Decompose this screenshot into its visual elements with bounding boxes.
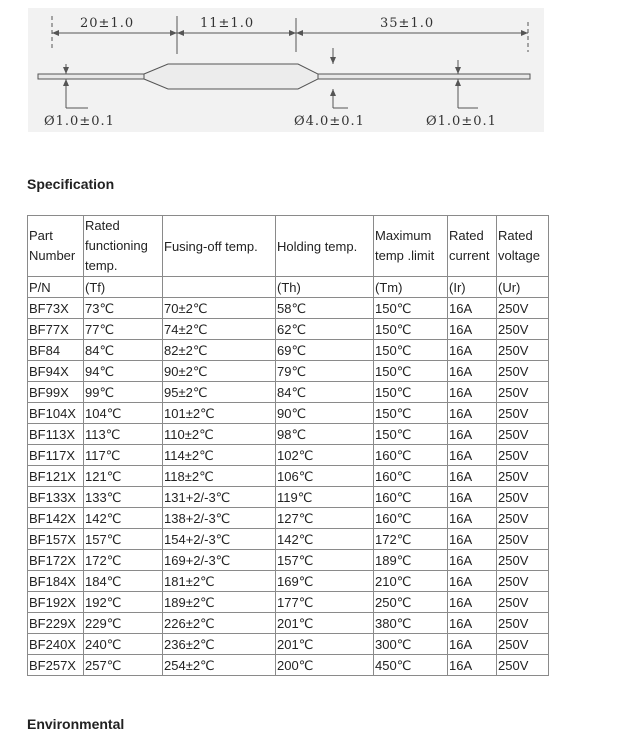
table-cell: 113℃ <box>84 424 163 445</box>
table-cell: 210℃ <box>374 571 448 592</box>
table-cell: 16A <box>448 634 497 655</box>
table-cell: 74±2℃ <box>163 319 276 340</box>
table-cell: BF172X <box>28 550 84 571</box>
table-cell: BF104X <box>28 403 84 424</box>
table-cell <box>163 277 276 298</box>
table-cell: 250V <box>497 361 549 382</box>
table-cell: 16A <box>448 655 497 676</box>
table-cell: 131+2/-3℃ <box>163 487 276 508</box>
table-cell: 117℃ <box>84 445 163 466</box>
table-cell: 110±2℃ <box>163 424 276 445</box>
table-cell: BF113X <box>28 424 84 445</box>
table-cell: 16A <box>448 592 497 613</box>
dim-body-dia: Ø4.0±0.1 <box>294 114 365 129</box>
table-cell: 250V <box>497 466 549 487</box>
table-cell: 16A <box>448 529 497 550</box>
table-cell: 250V <box>497 550 549 571</box>
table-row <box>28 571 549 592</box>
table-cell: 250V <box>497 529 549 550</box>
table-cell: 189℃ <box>374 550 448 571</box>
table-cell: 16A <box>448 319 497 340</box>
table-cell: BF257X <box>28 655 84 676</box>
table-cell: 250V <box>497 592 549 613</box>
table-cell: BF229X <box>28 613 84 634</box>
table-cell: 95±2℃ <box>163 382 276 403</box>
table-cell: BF192X <box>28 592 84 613</box>
dim-left-lead-dia: Ø1.0±0.1 <box>44 114 115 129</box>
table-row <box>28 382 549 403</box>
table-row <box>28 445 549 466</box>
table-cell: 236±2℃ <box>163 634 276 655</box>
table-cell: 240℃ <box>84 634 163 655</box>
table-cell: 150℃ <box>374 382 448 403</box>
table-cell: 192℃ <box>84 592 163 613</box>
table-cell: 16A <box>448 403 497 424</box>
table-cell: BF121X <box>28 466 84 487</box>
table-cell: 62℃ <box>276 319 374 340</box>
table-row <box>28 466 549 487</box>
table-cell: 133℃ <box>84 487 163 508</box>
table-row <box>28 361 549 382</box>
dim-mid-length: 11±1.0 <box>200 16 255 31</box>
table-cell: 226±2℃ <box>163 613 276 634</box>
specification-table <box>27 215 549 676</box>
table-cell: (Th) <box>276 277 374 298</box>
lead-right <box>318 74 530 79</box>
lead-left <box>38 74 144 79</box>
table-cell: 154+2/-3℃ <box>163 529 276 550</box>
table-cell: 160℃ <box>374 445 448 466</box>
fuse-dimension-diagram <box>28 8 544 132</box>
table-cell: 177℃ <box>276 592 374 613</box>
table-cell: BF117X <box>28 445 84 466</box>
table-row <box>28 340 549 361</box>
specification-heading: Specification <box>27 176 115 192</box>
table-cell: 157℃ <box>84 529 163 550</box>
table-cell: 16A <box>448 487 497 508</box>
table-cell: 250V <box>497 445 549 466</box>
table-row <box>28 592 549 613</box>
table-cell: BF99X <box>28 382 84 403</box>
table-cell: 77℃ <box>84 319 163 340</box>
table-cell: 16A <box>448 550 497 571</box>
table-cell: 380℃ <box>374 613 448 634</box>
table-cell: 70±2℃ <box>163 298 276 319</box>
table-cell: 250V <box>497 634 549 655</box>
table-cell: 16A <box>448 361 497 382</box>
table-cell: BF157X <box>28 529 84 550</box>
table-cell: 127℃ <box>276 508 374 529</box>
table-cell: (Tm) <box>374 277 448 298</box>
table-cell: 250V <box>497 613 549 634</box>
table-cell: 450℃ <box>374 655 448 676</box>
table-cell: 16A <box>448 382 497 403</box>
table-cell: 157℃ <box>276 550 374 571</box>
dim-left-length: 20±1.0 <box>80 16 135 31</box>
table-cell: BF142X <box>28 508 84 529</box>
header-rated-current: Rated current <box>448 216 497 277</box>
table-row <box>28 613 549 634</box>
table-cell: (Ir) <box>448 277 497 298</box>
header-max-temp-limit: Maximum temp .limit <box>374 216 448 277</box>
table-cell: 150℃ <box>374 298 448 319</box>
table-cell: 250V <box>497 382 549 403</box>
table-cell: 84℃ <box>276 382 374 403</box>
table-cell: 16A <box>448 613 497 634</box>
table-cell: 98℃ <box>276 424 374 445</box>
table-cell: 94℃ <box>84 361 163 382</box>
table-cell: 150℃ <box>374 424 448 445</box>
table-cell: 160℃ <box>374 508 448 529</box>
table-cell: 200℃ <box>276 655 374 676</box>
table-cell: 172℃ <box>374 529 448 550</box>
table-cell: 184℃ <box>84 571 163 592</box>
table-cell: P/N <box>28 277 84 298</box>
fuse-body <box>144 64 318 89</box>
table-cell: BF73X <box>28 298 84 319</box>
table-cell: 169℃ <box>276 571 374 592</box>
table-cell: 58℃ <box>276 298 374 319</box>
table-cell: 250V <box>497 487 549 508</box>
table-cell: 181±2℃ <box>163 571 276 592</box>
table-cell: 121℃ <box>84 466 163 487</box>
table-cell: 250V <box>497 403 549 424</box>
table-cell: 84℃ <box>84 340 163 361</box>
table-cell: 150℃ <box>374 340 448 361</box>
table-body <box>28 277 549 676</box>
table-cell: BF184X <box>28 571 84 592</box>
table-cell: 254±2℃ <box>163 655 276 676</box>
table-cell: 16A <box>448 340 497 361</box>
table-cell: 16A <box>448 424 497 445</box>
dim-right-lead-dia: Ø1.0±0.1 <box>426 114 497 129</box>
table-cell: 82±2℃ <box>163 340 276 361</box>
dim-right-length: 35±1.0 <box>380 16 435 31</box>
table-cell: BF133X <box>28 487 84 508</box>
table-cell: 250℃ <box>374 592 448 613</box>
table-cell: BF77X <box>28 319 84 340</box>
table-cell: 99℃ <box>84 382 163 403</box>
table-cell: 16A <box>448 445 497 466</box>
table-cell: 16A <box>448 508 497 529</box>
table-cell: 169+2/-3℃ <box>163 550 276 571</box>
table-cell: 90℃ <box>276 403 374 424</box>
table-cell: 250V <box>497 655 549 676</box>
table-cell: 257℃ <box>84 655 163 676</box>
table-cell: 106℃ <box>276 466 374 487</box>
table-cell: BF94X <box>28 361 84 382</box>
table-cell: 90±2℃ <box>163 361 276 382</box>
table-cell: 69℃ <box>276 340 374 361</box>
table-row <box>28 550 549 571</box>
table-cell: 250V <box>497 571 549 592</box>
table-cell: 229℃ <box>84 613 163 634</box>
table-row <box>28 529 549 550</box>
table-cell: 189±2℃ <box>163 592 276 613</box>
table-row <box>28 655 549 676</box>
table-cell: BF240X <box>28 634 84 655</box>
table-cell: 250V <box>497 298 549 319</box>
table-cell: 250V <box>497 508 549 529</box>
table-cell: 250V <box>497 424 549 445</box>
table-cell: 300℃ <box>374 634 448 655</box>
table-header-row <box>28 216 549 277</box>
table-cell: 150℃ <box>374 361 448 382</box>
table-cell: 150℃ <box>374 319 448 340</box>
table-row <box>28 487 549 508</box>
symbol-row <box>28 277 549 298</box>
table-cell: 114±2℃ <box>163 445 276 466</box>
header-holding-temp: Holding temp. <box>276 216 374 277</box>
table-cell: 201℃ <box>276 634 374 655</box>
dimension-drawing <box>28 8 544 132</box>
table-cell: 16A <box>448 298 497 319</box>
table-cell: 16A <box>448 466 497 487</box>
table-cell: 119℃ <box>276 487 374 508</box>
table-row <box>28 634 549 655</box>
table-cell: (Ur) <box>497 277 549 298</box>
header-fusing-off-temp: Fusing-off temp. <box>163 216 276 277</box>
table-row <box>28 298 549 319</box>
table-row <box>28 508 549 529</box>
table-cell: 138+2/-3℃ <box>163 508 276 529</box>
table-cell: 101±2℃ <box>163 403 276 424</box>
header-part-number: Part Number <box>28 216 84 277</box>
table-cell: 142℃ <box>84 508 163 529</box>
table-cell: 160℃ <box>374 466 448 487</box>
table-cell: 16A <box>448 571 497 592</box>
table-cell: 102℃ <box>276 445 374 466</box>
table-row <box>28 424 549 445</box>
table-cell: 142℃ <box>276 529 374 550</box>
table-cell: 172℃ <box>84 550 163 571</box>
table-cell: 201℃ <box>276 613 374 634</box>
table-cell: BF84 <box>28 340 84 361</box>
table-cell: 79℃ <box>276 361 374 382</box>
header-rated-voltage: Rated voltage <box>497 216 549 277</box>
table-cell: (Tf) <box>84 277 163 298</box>
table-cell: 160℃ <box>374 487 448 508</box>
environmental-heading: Environmental <box>27 716 125 732</box>
table-cell: 118±2℃ <box>163 466 276 487</box>
table-row <box>28 403 549 424</box>
table-cell: 104℃ <box>84 403 163 424</box>
table-cell: 250V <box>497 340 549 361</box>
header-rated-functioning-temp: Rated functioning temp. <box>84 216 163 277</box>
table-cell: 73℃ <box>84 298 163 319</box>
table-cell: 250V <box>497 319 549 340</box>
table-row <box>28 319 549 340</box>
table-cell: 150℃ <box>374 403 448 424</box>
